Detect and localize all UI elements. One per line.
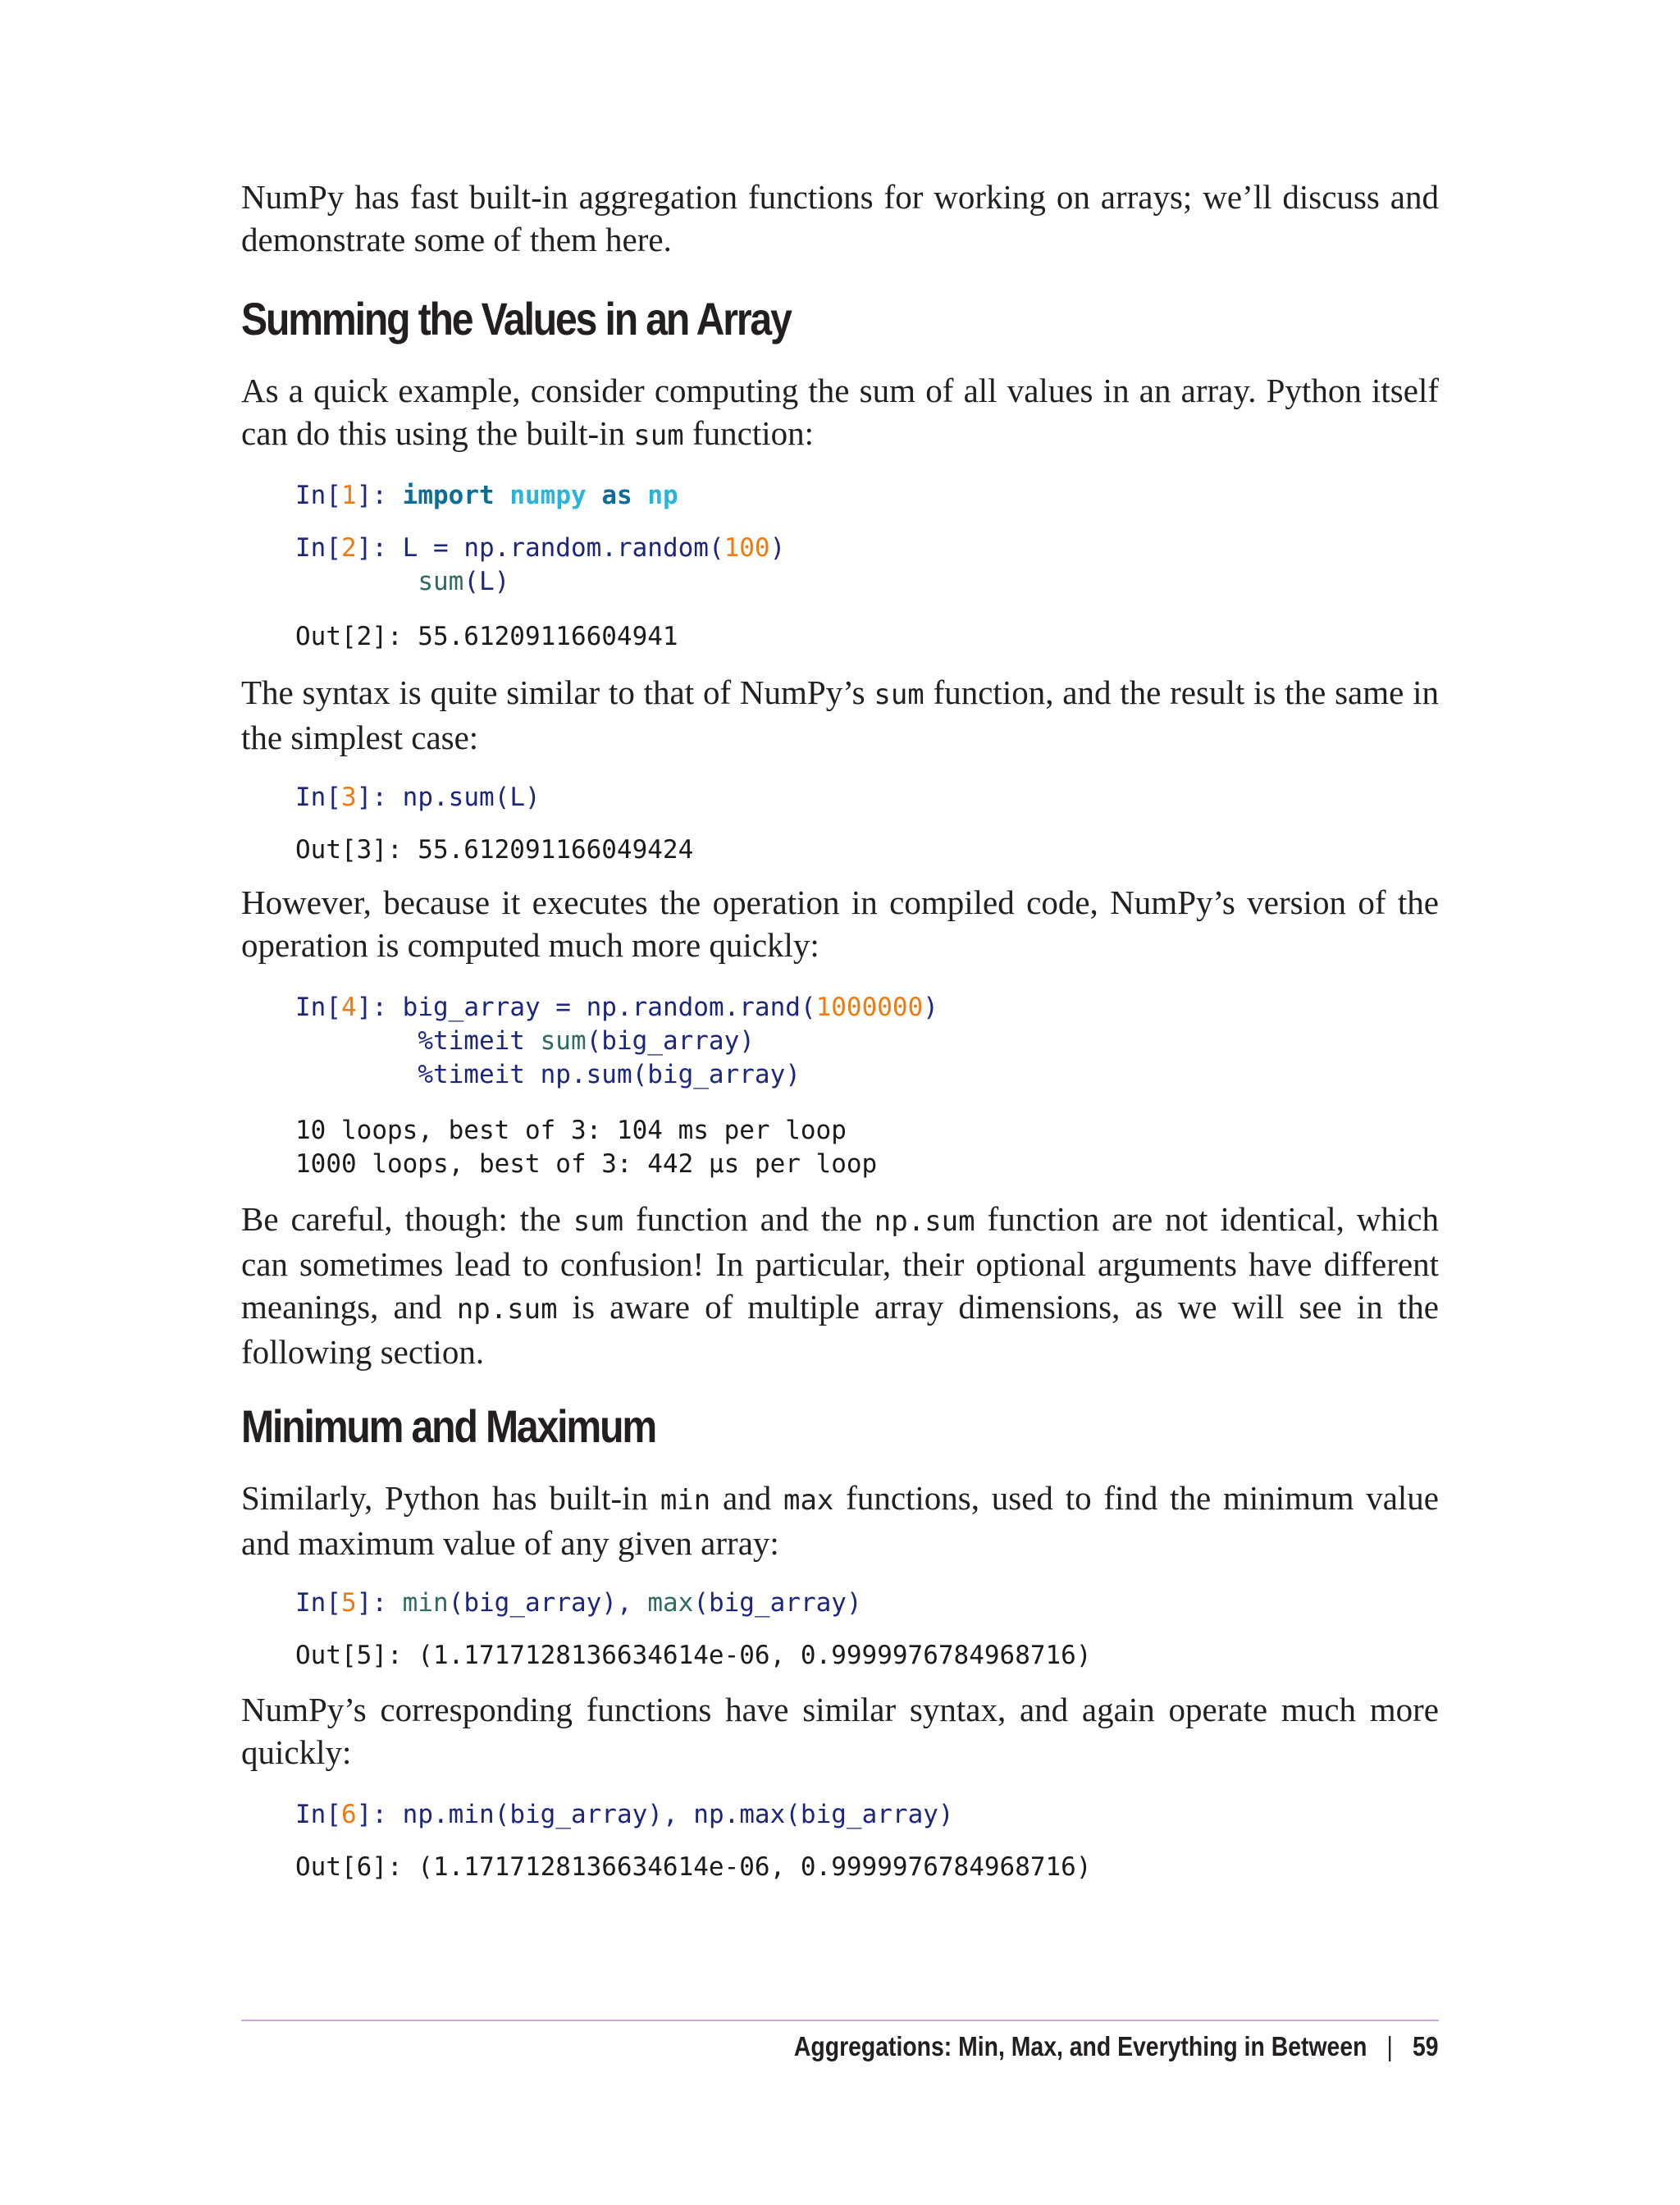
input-prompt: In[: [295, 1800, 341, 1829]
text-run: However, because it executes the operation in compiled code, NumPy’s version of the operation is computed much more quickly:: [241, 883, 1439, 964]
prompt-number: 5: [341, 1588, 357, 1618]
output-line: Out[5]: (1.1717128136634614e-06, 0.9999976784968716): [295, 1641, 1092, 1670]
summing-paragraph-4: [241, 1198, 1439, 1373]
prompt-number: 1: [341, 481, 357, 510]
code-output-5: [295, 1639, 1092, 1673]
footer-separator: |: [1386, 2031, 1394, 2061]
builtin-function: sum: [418, 567, 464, 596]
prompt-end: ]:: [356, 481, 403, 510]
text-run: function, and the result is the same in the simplest case:: [241, 673, 1439, 756]
inline-code: sum: [633, 419, 684, 452]
text-run: Be careful, though: the: [241, 1200, 573, 1238]
code-text: (big_array): [693, 1588, 862, 1618]
summing-paragraph-3: [241, 881, 1439, 966]
prompt-end: ]:: [356, 1800, 403, 1829]
prompt-end: ]:: [356, 533, 403, 563]
code-cell-1: [295, 479, 678, 513]
prompt-end: ]:: [356, 993, 403, 1022]
input-prompt: In[: [295, 1588, 341, 1618]
text-run: Similarly, Python has built-in: [241, 1479, 660, 1517]
text-run: The syntax is quite similar to that of NumPy’s: [241, 673, 874, 711]
code-text: (big_array): [586, 1026, 755, 1056]
text-run: is aware of multiple array dimensions, as we will see in the following section.: [241, 1288, 1439, 1371]
keyword-import: import: [402, 481, 495, 510]
code-text: np.min(big_array), np.max(big_array): [402, 1800, 954, 1829]
summing-paragraph-1: [241, 369, 1439, 457]
code-text: ): [769, 533, 786, 563]
module-alias: np: [647, 481, 678, 510]
keyword-as: as: [601, 481, 632, 510]
code-text: big_array = np.random.rand(: [402, 993, 816, 1022]
prompt-end: ]:: [356, 783, 403, 812]
code-number: 1000000: [815, 993, 924, 1022]
code-output-2: [295, 620, 678, 654]
text-run: function are not identical, which can sometimes lead to confusion! In particular, their optional arguments have different meanings, and: [241, 1200, 1439, 1326]
text-run: As a quick example, consider computing the sum of all values in an array. Python itself can do this using the built-in: [241, 372, 1439, 452]
input-prompt: In[: [295, 533, 341, 563]
output-line: Out[3]: 55.612091166049424: [295, 835, 694, 865]
text-run: function and the: [623, 1200, 874, 1238]
output-line: 1000 loops, best of 3: 442 µs per loop: [295, 1149, 878, 1179]
prompt-number: 6: [341, 1800, 357, 1829]
section-heading-summing: Summing the Values in an Array: [241, 293, 791, 345]
code-cell-2: [295, 532, 785, 599]
code-cell-6: [295, 1798, 954, 1832]
code-text: %timeit np.sum(big_array): [418, 1060, 801, 1089]
footer-divider: [241, 2020, 1439, 2021]
summing-paragraph-2: [241, 671, 1439, 759]
intro-paragraph: [241, 176, 1439, 261]
text-run: functions, used to find the minimum value and maximum value of any given array:: [241, 1479, 1440, 1562]
page-footer: [794, 2031, 1439, 2062]
inline-code: np.sum: [874, 1205, 975, 1238]
builtin-function: max: [647, 1588, 694, 1618]
inline-code: np.sum: [456, 1293, 558, 1326]
code-output-6: [295, 1851, 1092, 1884]
prompt-number: 3: [341, 783, 357, 812]
code-output-4: [295, 1114, 877, 1181]
code-text: np.sum(L): [402, 783, 541, 812]
output-line: 10 loops, best of 3: 104 ms per loop: [295, 1116, 847, 1145]
code-cell-5: [295, 1586, 862, 1620]
code-cell-3: [295, 781, 541, 815]
code-output-3: [295, 833, 693, 867]
code-number: 100: [724, 533, 770, 563]
prompt-number: 4: [341, 993, 357, 1022]
running-chapter-title: Aggregations: Min, Max, and Everything in Between: [794, 2031, 1367, 2061]
page-number: 59: [1413, 2031, 1439, 2061]
output-line: Out[6]: (1.1717128136634614e-06, 0.9999976784968716): [295, 1852, 1092, 1882]
minmax-paragraph-2: [241, 1688, 1439, 1774]
output-line: Out[2]: 55.61209116604941: [295, 622, 678, 651]
section-heading-min-max: Minimum and Maximum: [241, 1400, 656, 1452]
code-text: L = np.random.random(: [402, 533, 724, 563]
inline-code: max: [783, 1484, 834, 1517]
text-run: function:: [683, 414, 814, 452]
prompt-end: ]:: [356, 1588, 403, 1618]
minmax-paragraph-1: [241, 1477, 1439, 1564]
inline-code: sum: [874, 678, 924, 711]
input-prompt: In[: [295, 783, 341, 812]
builtin-function: min: [402, 1588, 449, 1618]
code-text: (L): [463, 567, 510, 596]
text-run: and: [710, 1479, 783, 1517]
code-text: %timeit: [418, 1026, 541, 1056]
inline-code: sum: [573, 1205, 624, 1238]
prompt-number: 2: [341, 533, 357, 563]
input-prompt: In[: [295, 993, 341, 1022]
code-cell-4: [295, 991, 938, 1092]
module-name: numpy: [509, 481, 587, 510]
code-text: (big_array),: [448, 1588, 648, 1618]
inline-code: min: [660, 1484, 711, 1517]
input-prompt: In[: [295, 481, 341, 510]
intro-text: NumPy has fast built-in aggregation functions for working on arrays; we’ll discuss and demonstrate some of them here.: [241, 178, 1439, 258]
builtin-function: sum: [540, 1026, 587, 1056]
text-run: NumPy’s corresponding functions have similar syntax, and again operate much more quickly:: [241, 1691, 1439, 1771]
code-text: ): [923, 993, 938, 1022]
